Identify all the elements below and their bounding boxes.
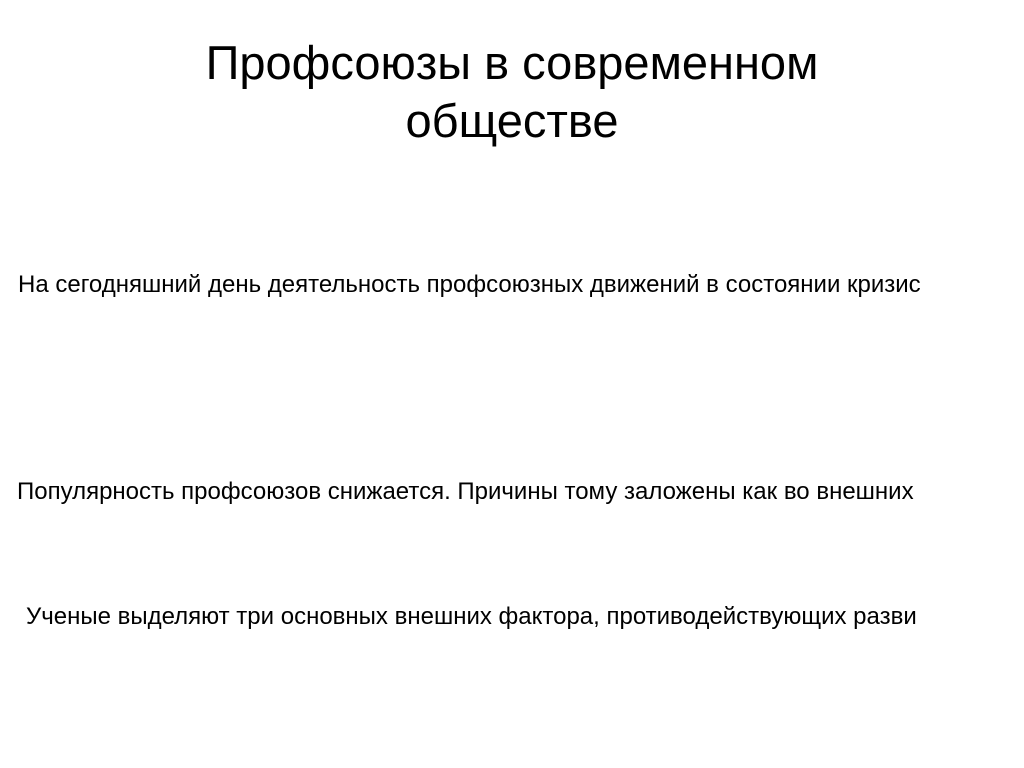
slide-title-line-1: Профсоюзы в современном	[205, 36, 819, 89]
body-text-popularity: Популярность профсоюзов снижается. Причины тому заложены как во внешних	[17, 478, 914, 505]
slide-title-line-2: обществе	[405, 94, 619, 147]
slide-title	[0, 34, 1024, 150]
body-text-factors: Ученые выделяют три основных внешних фактора, противодействующих разви	[26, 603, 917, 630]
body-text-crisis: На сегодняшний день деятельность профсоюзных движений в состоянии кризис	[18, 271, 921, 298]
